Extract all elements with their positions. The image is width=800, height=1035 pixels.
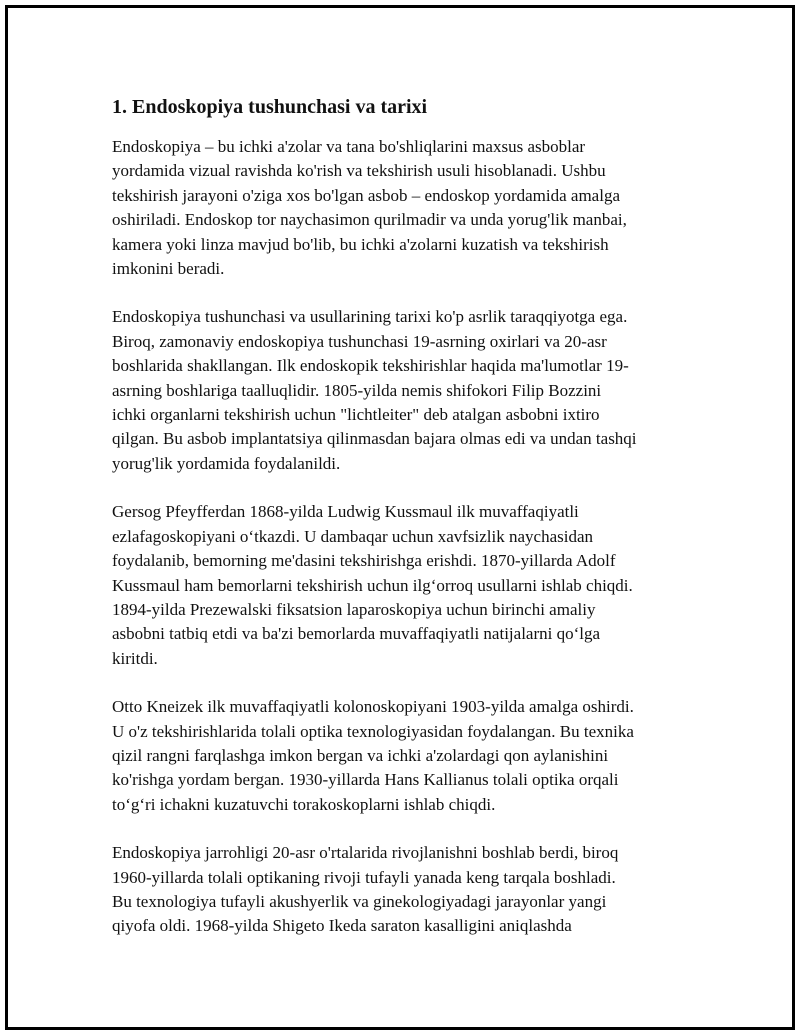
text-line: tekshirish jarayoni o'ziga xos bo'lgan asbob – endoskop yordamida amalga (112, 185, 620, 205)
text-line: ezlafagoskopiyani o‘tkazdi. U dambaqar uchun xavfsizlik naychasidan (112, 526, 594, 546)
section-heading: 1. Endoskopiya tushunchasi va tarixi (112, 96, 428, 118)
text-line: kamera yoki linza mavjud bo'lib, bu ichki a'zolarni kuzatish va tekshirish (112, 234, 609, 254)
text-line: Bu texnologiya tufayli akushyerlik va ginekologiyadagi jarayonlar yangi (112, 891, 607, 911)
text-line: qilgan. Bu asbob implantatsiya qilinmasdan bajara olmas edi va undan tashqi (112, 429, 637, 449)
paragraph-history-early (112, 305, 697, 476)
text-line: to‘g‘ri ichakni kuzatuvchi torakoskoplarni ishlab chiqdi. (112, 794, 496, 814)
text-line: boshlarida shakllangan. Ilk endoskopik tekshirishlar haqida ma'lumotlar 19- (112, 356, 629, 376)
text-line: 1960-yillarda tolali optikaning rivoji tufayli yanada keng tarqala boshladi. (112, 867, 616, 887)
paragraph-definition (112, 135, 697, 281)
text-line: asbobni tatbiq etdi va ba'zi bemorlarda muvaffaqiyatli natijalarni qo‘lga (112, 624, 601, 644)
document-body (112, 95, 697, 963)
text-line: Otto Kneizek ilk muvaffaqiyatli kolonoskopiyani 1903-yilda amalga oshirdi. (112, 697, 634, 717)
text-line: Endoskopiya tushunchasi va usullarining tarixi ko'p asrlik taraqqiyotga ega. (112, 307, 628, 327)
text-line: oshiriladi. Endoskop tor naychasimon qurilmadir va unda yorug'lik manbai, (112, 210, 627, 230)
text-line: ichki organlarni tekshirish uchun "lichtleiter" deb atalgan asbobni ixtiro (112, 405, 600, 425)
paragraph-history-kolonoskopiya (112, 695, 697, 817)
text-line: 1894-yilda Prezewalski fiksatsion laparoskopiya uchun birinchi amaliy (112, 599, 596, 619)
text-line: ko'rishga yordam bergan. 1930-yillarda Hans Kallianus tolali optika orqali (112, 770, 619, 790)
text-line: qizil rangni farqlashga imkon bergan va ichki a'zolardagi qon aylanishini (112, 745, 609, 765)
text-line: Gersog Pfeyfferdan 1868-yilda Ludwig Kussmaul ilk muvaffaqiyatli (112, 502, 579, 522)
text-line: imkonini beradi. (112, 259, 225, 279)
text-line: U o'z tekshirishlarida tolali optika texnologiyasidan foydalangan. Bu texnika (112, 721, 634, 741)
text-line: Endoskopiya – bu ichki a'zolar va tana bo'shliqlarini maxsus asboblar (112, 137, 586, 156)
text-line: foydalanib, bemorning me'dasini tekshirishga erishdi. 1870-yillarda Adolf (112, 551, 616, 571)
text-line: yordamida vizual ravishda ko'rish va tekshirish usuli hisoblanadi. Ushbu (112, 161, 606, 181)
paragraph-history-surgery (112, 841, 697, 939)
text-line: kiritdi. (112, 648, 158, 668)
text-line: Kussmaul ham bemorlarni tekshirish uchun ilg‘orroq usullarni ishlab chiqdi. (112, 575, 633, 595)
text-line: Endoskopiya jarrohligi 20-asr o'rtalarida rivojlanishni boshlab berdi, biroq (112, 843, 619, 863)
paragraph-history-kussmaul (112, 500, 697, 671)
text-line: asrning boshlariga taalluqlidir. 1805-yilda nemis shifokori Filip Bozzini (112, 380, 602, 400)
text-line: yorug'lik yordamida foydalanildi. (112, 453, 341, 473)
text-line: Biroq, zamonaviy endoskopiya tushunchasi 19-asrning oxirlari va 20-asr (112, 331, 607, 351)
text-line: qiyofa oldi. 1968-yilda Shigeto Ikeda saraton kasalligini aniqlashda (112, 916, 572, 936)
